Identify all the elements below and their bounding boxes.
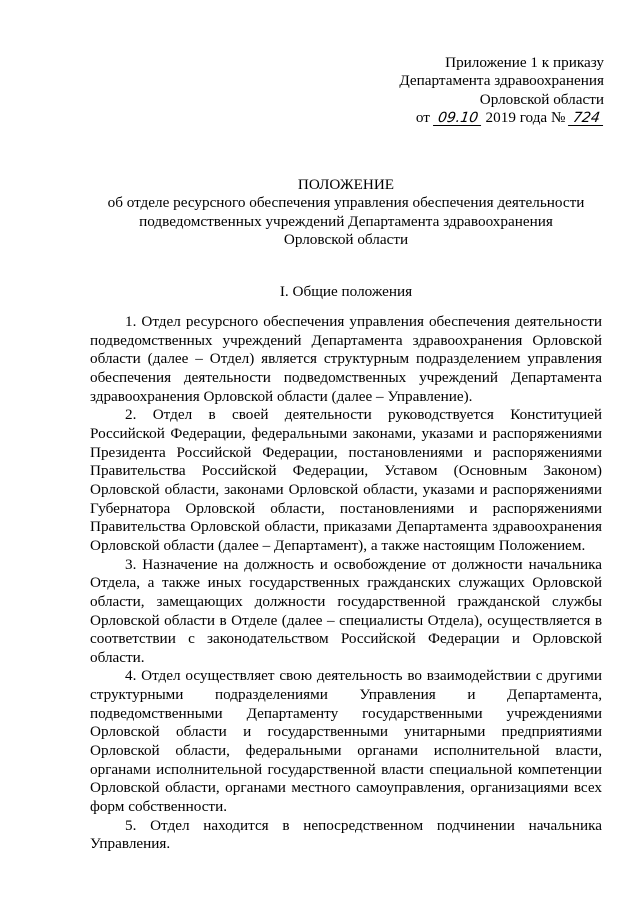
appendix-line-1: Приложение 1 к приказу: [445, 54, 604, 71]
paragraph-2: 2. Отдел в своей деятельности руководствуется Конституцией Российской Федерации, федеральными законами, указами и распоряжениями Президента Российской Федерации, постановлениями и распоряжениями Правительства Российской Федерации, Уставом (Основным Законом) Орловской области, законами Орловской области, указами и распоряжениями Губернатора Орловской области, постановлениями и распоряжениями Правительства Орловской области, приказами Департамента здравоохранения Орловской области (далее – Департамент), а также настоящим Положением.: [90, 406, 602, 554]
order-date-line: [314, 109, 604, 127]
paragraph-1: 1. Отдел ресурсного обеспечения управления обеспечения деятельности подведомственных учреждений Департамента здравоохранения Орловской области (далее – Отдел) является структурным подразделением управления обеспечения деятельности подведомственных учреждений Департамента здравоохранения Орловской области (далее – Управление).: [90, 313, 602, 405]
title-sub-3: Орловской области: [283, 231, 409, 249]
paragraph-4: 4. Отдел осуществляет свою деятельность во взаимодействии с другими структурными подразделениями Управления и Департамента, подведомственными Департаменту государственными учреждениями Орловской области и государственными унитарными предприятиями Орловской области, федеральными органами исполнительной власти, органами исполнительной государственной власти специальной компетенции Орловской области, органами местного самоуправления, организациями всех форм собственности.: [90, 667, 602, 816]
handwritten-order-number: 724: [568, 111, 605, 126]
paragraph-5: 5. Отдел находится в непосредственном подчинении начальника Управления.: [90, 816, 602, 853]
appendix-header: [314, 54, 604, 128]
title-main: ПОЛОЖЕНИЕ: [297, 176, 395, 193]
document-title: [90, 176, 602, 250]
title-sub-2: подведомственных учреждений Департамента здравоохранения: [139, 212, 553, 230]
section-heading: I. Общие положения: [279, 283, 413, 300]
date-prefix: от: [415, 109, 430, 127]
appendix-line-2: Департамента здравоохранения: [399, 72, 604, 90]
appendix-line-3: Орловской области: [479, 90, 604, 108]
paragraph-3: 3. Назначение на должность и освобождение от должности начальника Отдела, а также иных государственных гражданских служащих Орловской области, замещающих должности государственной гражданской службы Орловской области в Отделе (далее – специалисты Отдела), осуществляется в соответствии с законодательством Российской Федерации и Орловской области.: [90, 555, 602, 666]
date-year-text: 2019 года №: [485, 109, 566, 127]
title-sub-1: об отделе ресурсного обеспечения управления обеспечения деятельности: [107, 194, 585, 212]
document-body: [90, 313, 602, 854]
handwritten-date: 09.10: [433, 111, 483, 126]
